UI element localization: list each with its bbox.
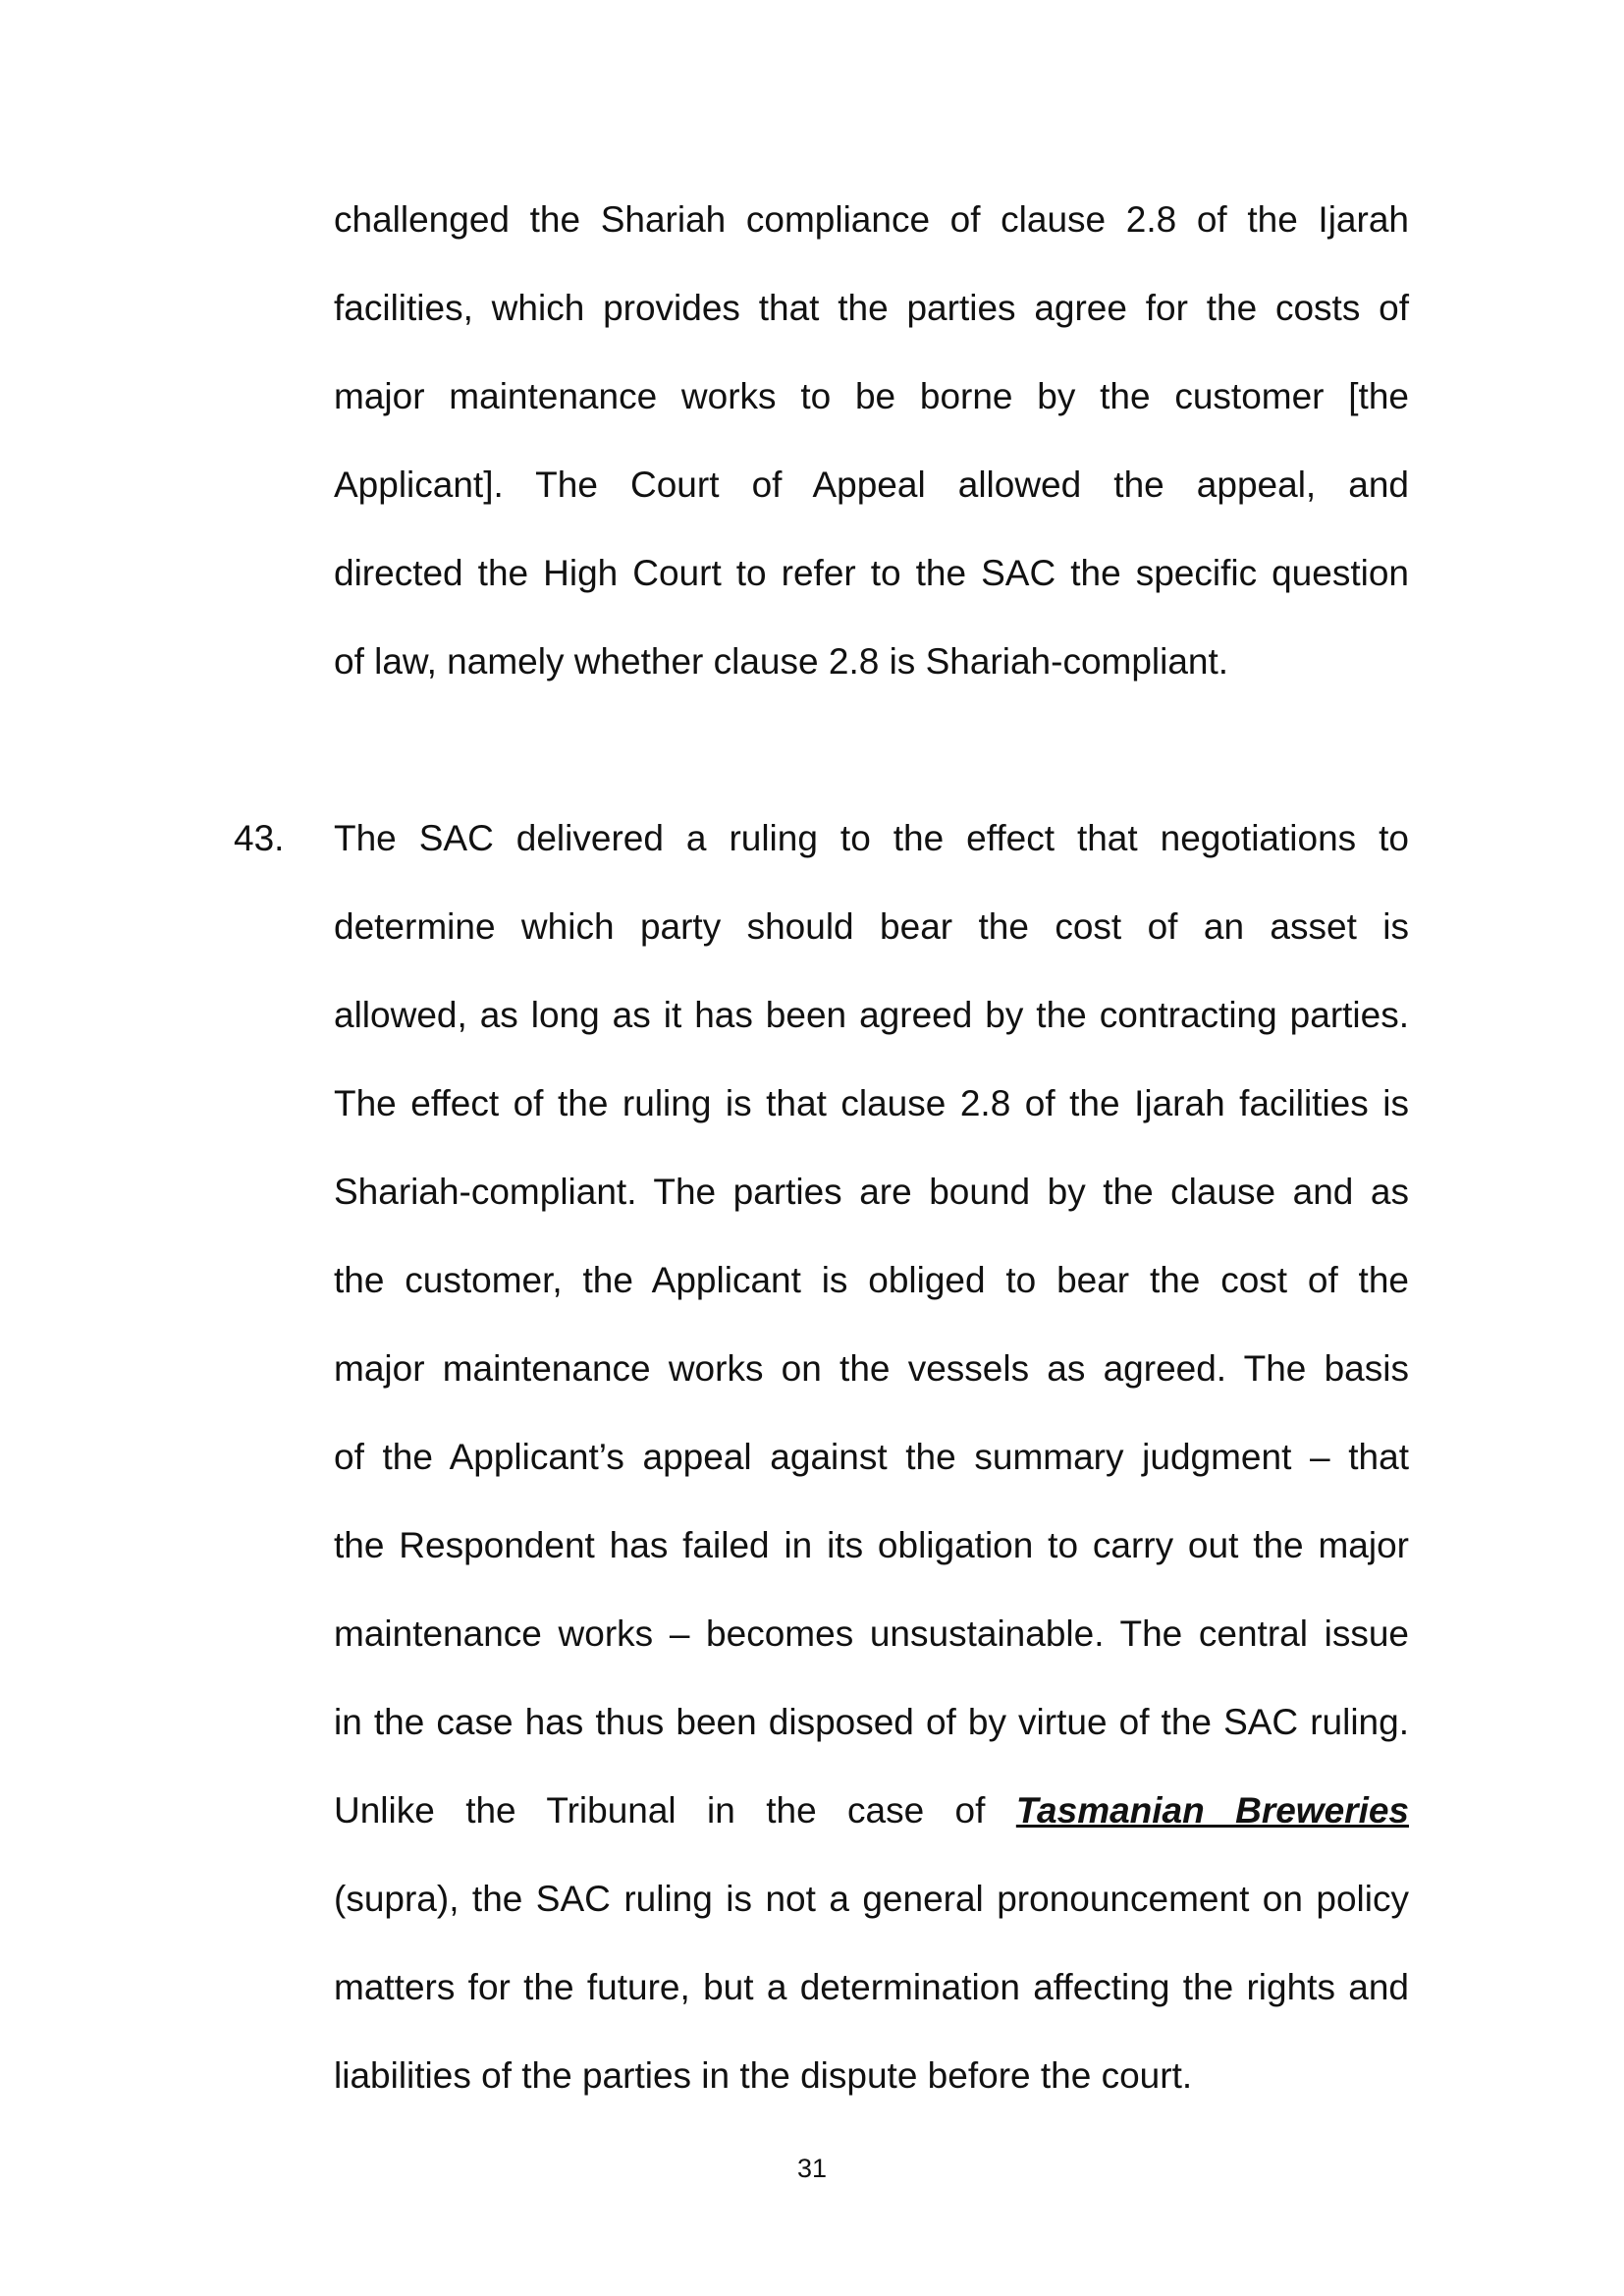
text-line: maintenance works – becomes unsustainable. The central issue xyxy=(334,1613,1409,1654)
case-name: Tasmanian Breweries xyxy=(1015,1790,1410,1831)
text-line: directed the High Court to refer to the SAC the specific question xyxy=(334,553,1409,593)
text-line: allowed, as long as it has been agreed by the contracting parties. xyxy=(334,995,1409,1035)
text-line: of the Applicant’s appeal against the summary judgment – that xyxy=(334,1437,1409,1477)
page-number: 31 xyxy=(796,2154,828,2183)
text-line: in the case has thus been disposed of by virtue of the SAC ruling. xyxy=(334,1702,1409,1742)
text-line: Shariah-compliant. The parties are bound by the clause and as xyxy=(334,1172,1409,1212)
text-line: liabilities of the parties in the dispute before the court. xyxy=(334,2055,1193,2096)
text-line: matters for the future, but a determination affecting the rights and xyxy=(334,1967,1409,2007)
text-line: the customer, the Applicant is obliged to bear the cost of the xyxy=(334,1260,1409,1300)
text-line: major maintenance works on the vessels as agreed. The basis xyxy=(334,1348,1409,1389)
text-line: The effect of the ruling is that clause 2.8 of the Ijarah facilities is xyxy=(334,1083,1409,1123)
text-line: challenged the Shariah compliance of clause 2.8 of the Ijarah xyxy=(334,199,1409,240)
text-line: (supra), the SAC ruling is not a general pronouncement on policy xyxy=(334,1879,1409,1919)
text-line-with-case-name xyxy=(334,1767,1409,1855)
text-line: Applicant]. The Court of Appeal allowed the appeal, and xyxy=(334,465,1409,505)
paragraph-continuation xyxy=(334,176,1409,706)
text-line: of law, namely whether clause 2.8 is Shariah-compliant. xyxy=(334,641,1229,682)
text-line: determine which party should bear the cost of an asset is xyxy=(334,906,1409,947)
paragraph-43 xyxy=(334,794,1409,2120)
text-line: The SAC delivered a ruling to the effect that negotiations to xyxy=(334,818,1409,858)
paragraph-number: 43. xyxy=(234,818,285,858)
text-line: facilities, which provides that the parties agree for the costs of xyxy=(334,288,1409,328)
text-line: the Respondent has failed in its obligation to carry out the major xyxy=(334,1525,1409,1565)
text-line: major maintenance works to be borne by the customer [the xyxy=(334,376,1409,416)
text-segment: Unlike the Tribunal in the case of xyxy=(334,1790,986,1831)
